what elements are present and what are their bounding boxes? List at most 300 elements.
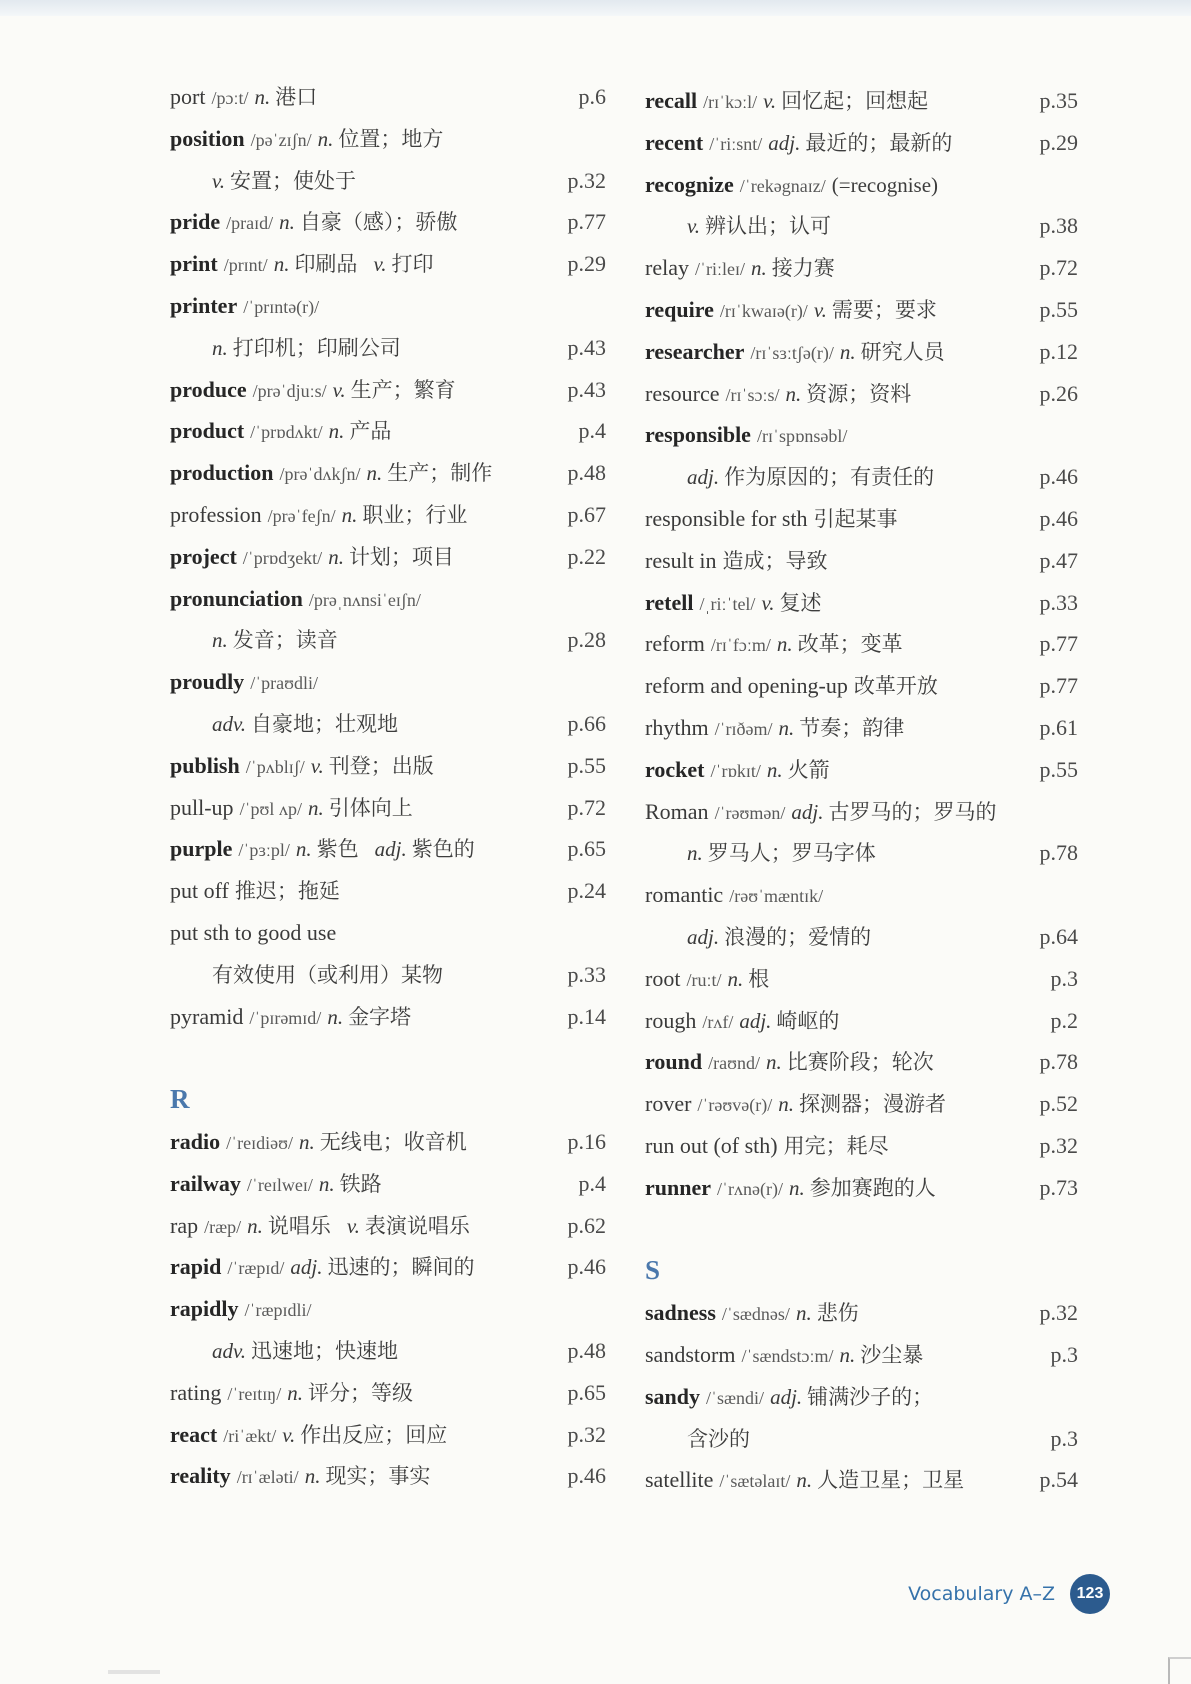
- vocab-entry: [170, 870, 606, 912]
- part-of-speech: n.: [778, 1092, 795, 1117]
- headword: runner: [645, 1174, 711, 1200]
- page-ref: p.46: [567, 1254, 606, 1280]
- vocab-entry: [170, 118, 606, 160]
- headword: rhythm: [645, 714, 709, 740]
- definition: 计划；项目: [348, 544, 454, 569]
- sense: [212, 1338, 398, 1363]
- vocab-entry: [645, 540, 1078, 582]
- sense: [319, 1171, 382, 1196]
- section-letter: R: [170, 1084, 190, 1115]
- page-ref: p.28: [567, 627, 606, 653]
- sense: [308, 795, 413, 820]
- definition: 发音；读音: [232, 628, 338, 653]
- definition: 参加赛跑的人: [809, 1175, 936, 1200]
- sense: [347, 1213, 470, 1238]
- sense: [373, 251, 433, 276]
- definition: 需要；要求: [831, 297, 937, 322]
- headword: proudly: [170, 669, 245, 695]
- vocab-entry: [170, 996, 606, 1038]
- headword: produce: [170, 376, 247, 402]
- headword: pull-up: [170, 794, 234, 820]
- page-ref: p.54: [1039, 1467, 1078, 1493]
- page-ref: p.43: [567, 334, 606, 360]
- part-of-speech: v.: [212, 168, 226, 193]
- sense: [770, 1384, 933, 1409]
- part-of-speech: n.: [304, 1464, 321, 1489]
- sense: [282, 1422, 447, 1447]
- blank-row: [645, 1209, 1078, 1251]
- phonetic: /ˈsændi/: [706, 1387, 765, 1408]
- vocab-entry: [645, 122, 1078, 164]
- vocab-entry: [170, 1414, 606, 1456]
- sense: [290, 1254, 474, 1279]
- headword: pyramid: [170, 1003, 244, 1029]
- vocab-entry: [645, 1292, 1078, 1334]
- sense: [279, 209, 457, 234]
- page-ref: p.3: [1050, 1341, 1078, 1367]
- definition: 铁路: [339, 1171, 382, 1196]
- part-of-speech: n.: [366, 461, 383, 486]
- definition: 回忆起；回想起: [781, 89, 929, 113]
- sense: [839, 1342, 923, 1367]
- phonetic: /pəˈzɪʃn/: [250, 129, 312, 150]
- page-ref: p.65: [567, 836, 606, 862]
- sense: [796, 1300, 859, 1325]
- page-ref: p.14: [567, 1003, 606, 1029]
- sense: [832, 172, 938, 197]
- part-of-speech: n.: [765, 1050, 782, 1075]
- part-of-speech: v.: [282, 1422, 296, 1447]
- definition: 罗马人；罗马字体: [707, 841, 876, 866]
- definition: 用完；耗尽: [783, 1133, 889, 1158]
- part-of-speech: n.: [318, 1171, 335, 1196]
- section-footer-label: Vocabulary A–Z: [908, 1583, 1055, 1605]
- definition: 浪漫的；爱情的: [724, 924, 872, 949]
- sense: [254, 84, 317, 109]
- headword: round: [645, 1049, 703, 1075]
- sense: [247, 1213, 331, 1238]
- phonetic: /ˈpʊl ʌp/: [239, 798, 302, 819]
- definition: 评分；等级: [307, 1380, 413, 1405]
- sense: [687, 213, 831, 238]
- headword: recall: [645, 88, 698, 113]
- headword: rapid: [170, 1254, 222, 1280]
- sense: [311, 753, 434, 778]
- phonetic: /rɪˈsɔːs/: [725, 384, 780, 405]
- definition: 港口: [275, 85, 318, 109]
- page-ref: p.55: [1039, 756, 1078, 782]
- part-of-speech: n.: [785, 381, 802, 406]
- part-of-speech: adj.: [374, 837, 407, 862]
- headword: radio: [170, 1128, 221, 1154]
- definition: 表演说唱乐: [364, 1213, 470, 1238]
- phonetic: /ˈrəʊmən/: [714, 802, 786, 823]
- part-of-speech: n.: [287, 1380, 303, 1405]
- page-ref: p.3: [1050, 965, 1078, 991]
- part-of-speech: v.: [813, 297, 827, 322]
- sense: [778, 1091, 946, 1116]
- vocab-entry: [645, 958, 1078, 1000]
- phonetic: /prəˈfeʃn/: [267, 505, 336, 526]
- page-ref: p.73: [1039, 1174, 1078, 1200]
- headword: resource: [645, 380, 720, 406]
- definition: 产品: [349, 419, 392, 444]
- part-of-speech: n.: [788, 1175, 805, 1200]
- phonetic: /ˈræpɪd/: [227, 1258, 285, 1279]
- phonetic: /ˈreɪlweɪ/: [246, 1174, 313, 1195]
- part-of-speech: adv.: [212, 711, 247, 736]
- definition: 刊登；出版: [328, 753, 434, 778]
- part-of-speech: n.: [298, 1129, 315, 1154]
- vocab-entry: [170, 1205, 606, 1247]
- phonetic: /rʌf/: [702, 1011, 734, 1032]
- vocab-entry: [170, 787, 606, 829]
- headword: sandstorm: [645, 1341, 736, 1367]
- sense: [727, 966, 769, 991]
- headword: recent: [645, 129, 704, 155]
- page-ref: p.26: [1039, 380, 1078, 406]
- page-ref: p.4: [578, 1170, 606, 1196]
- part-of-speech: v.: [761, 590, 775, 615]
- vocab-entry: [170, 494, 606, 536]
- page-ref: p.72: [567, 794, 606, 820]
- headword: reform and opening-up: [645, 673, 848, 699]
- vocab-entry: [645, 623, 1078, 665]
- headword: satellite: [645, 1467, 714, 1493]
- entry-continuation: [170, 703, 606, 745]
- phonetic: /ˈrʌnə(r)/: [717, 1178, 783, 1199]
- top-decorative-band: [0, 0, 1191, 16]
- page-ref: p.77: [1039, 673, 1078, 699]
- headword: put sth to good use: [170, 919, 337, 945]
- vocab-entry: [170, 1163, 606, 1205]
- headword: recognize: [645, 171, 734, 197]
- vocab-entry: [645, 791, 1078, 833]
- headword: romantic: [645, 882, 724, 908]
- page-ref: p.78: [1039, 840, 1078, 866]
- definition: 紫色: [316, 837, 359, 862]
- sense: [687, 840, 876, 865]
- phonetic: /rəʊˈmæntɪk/: [729, 886, 824, 907]
- phonetic: /prəˌnʌnsiˈeɪʃn/: [308, 589, 421, 610]
- page-ref: p.62: [567, 1212, 606, 1238]
- page-ref: p.72: [1039, 255, 1078, 281]
- vocab-entry: [645, 164, 1078, 206]
- phonetic: /ˈrekəgnaɪz/: [739, 175, 826, 196]
- blank-row: [170, 1037, 606, 1079]
- vocab-entry: [645, 373, 1078, 415]
- definition: 推迟；拖延: [234, 879, 340, 904]
- vocab-entry: [645, 665, 1078, 707]
- part-of-speech: n.: [796, 1468, 813, 1493]
- vocab-entry: [170, 745, 606, 787]
- vocab-entry: [645, 1083, 1078, 1125]
- part-of-speech: adj.: [770, 1384, 803, 1409]
- sense: [235, 878, 340, 903]
- part-of-speech: n.: [317, 126, 334, 151]
- vocab-entry: [170, 828, 606, 870]
- vocab-entry: [645, 498, 1078, 540]
- page-ref: p.77: [567, 209, 606, 235]
- definition: 节奏；韵律: [799, 715, 905, 740]
- headword: printer: [170, 292, 238, 318]
- definition: 金字塔: [348, 1004, 412, 1029]
- sense: [333, 377, 456, 402]
- definition: 复述: [779, 590, 822, 615]
- page-ref: p.52: [1039, 1091, 1078, 1117]
- headword: pronunciation: [170, 585, 303, 611]
- vocab-entry: [170, 912, 606, 954]
- phonetic: /prɪnt/: [223, 255, 268, 276]
- page-ref: p.32: [567, 1421, 606, 1447]
- vocab-entry: [645, 1167, 1078, 1209]
- part-of-speech: adj.: [290, 1255, 323, 1280]
- definition: 作为原因的；有责任的: [724, 465, 935, 490]
- definition: 资源；资料: [806, 381, 912, 406]
- sense: [766, 1049, 934, 1074]
- part-of-speech: v.: [332, 377, 346, 402]
- page-ref: p.43: [567, 376, 606, 402]
- sense: [687, 1426, 750, 1451]
- scan-artifact: [108, 1670, 160, 1674]
- sense: [761, 590, 821, 615]
- definition: 火箭: [787, 757, 830, 782]
- part-of-speech: n.: [778, 715, 795, 740]
- phonetic: /ˈprɪntə(r)/: [243, 296, 320, 317]
- headword: react: [170, 1421, 218, 1447]
- definition: 古罗马的；罗马的: [828, 799, 997, 824]
- definition: 现实；事实: [325, 1464, 431, 1489]
- definition: 引体向上: [328, 795, 413, 820]
- vocab-entry: [645, 707, 1078, 749]
- page-ref: p.29: [567, 251, 606, 277]
- part-of-speech: n.: [687, 841, 703, 866]
- part-of-speech: adv.: [212, 1338, 247, 1363]
- sense: [212, 711, 398, 736]
- headword: reality: [170, 1463, 231, 1489]
- sense: [318, 126, 444, 151]
- phonetic: /rɪˈkɔːl/: [703, 92, 758, 112]
- page-ref: p.47: [1039, 547, 1078, 573]
- phonetic: /ˈsædnəs/: [721, 1304, 790, 1325]
- definition: 含沙的: [687, 1426, 750, 1451]
- vocab-entry: [170, 661, 606, 703]
- vocab-entry: [170, 452, 606, 494]
- part-of-speech: n.: [328, 419, 345, 444]
- sense: [299, 1129, 467, 1154]
- vocab-entry: [170, 285, 606, 327]
- vocab-entry: [645, 247, 1078, 289]
- part-of-speech: n.: [795, 1301, 812, 1326]
- page-ref: p.32: [1039, 1132, 1078, 1158]
- entry-continuation: [170, 954, 606, 996]
- vocab-entry: [170, 410, 606, 452]
- vocab-entry: [645, 414, 1078, 456]
- page-ref: p.24: [567, 878, 606, 904]
- phonetic: /ˈreɪtɪŋ/: [227, 1383, 282, 1404]
- sense: [791, 799, 996, 824]
- sense: [777, 631, 903, 656]
- definition: 引起某事: [813, 506, 898, 531]
- headword: position: [170, 125, 245, 151]
- part-of-speech: v.: [346, 1213, 360, 1238]
- sense: [779, 715, 905, 740]
- vocab-entry: [645, 1459, 1078, 1501]
- part-of-speech: n.: [212, 335, 228, 360]
- phonetic: /pɔːt/: [211, 88, 249, 108]
- definition: 比赛阶段；轮次: [786, 1050, 934, 1075]
- phonetic: /ˈpɪrəmɪd/: [249, 1007, 322, 1028]
- phonetic: /ˈreɪdiəʊ/: [226, 1132, 293, 1153]
- page-ref: p.6: [578, 84, 606, 109]
- vocab-entry: [170, 369, 606, 411]
- page-ref: p.2: [1050, 1007, 1078, 1033]
- definition: 崎岖的: [776, 1008, 840, 1033]
- sense: [327, 1004, 411, 1029]
- sense: [305, 1463, 431, 1488]
- definition: 安置；使处于: [230, 168, 357, 193]
- headword: rover: [645, 1091, 692, 1117]
- part-of-speech: n.: [273, 252, 290, 277]
- headword: publish: [170, 752, 240, 778]
- section-letter: S: [645, 1255, 661, 1286]
- sense: [212, 335, 401, 360]
- page-ref: p.66: [567, 710, 606, 736]
- sense: [342, 502, 468, 527]
- entry-continuation: [645, 456, 1078, 498]
- page-ref: p.65: [567, 1379, 606, 1405]
- vocab-entry: [645, 749, 1078, 791]
- vocabulary-column-left: [170, 76, 606, 1497]
- sense: [287, 1380, 413, 1405]
- sense: [751, 255, 835, 280]
- definition: (=recognise): [831, 172, 939, 197]
- phonetic: /ˈriːleɪ/: [694, 259, 745, 280]
- page-ref: p.48: [567, 1337, 606, 1363]
- part-of-speech: n.: [839, 339, 856, 364]
- part-of-speech: n.: [727, 966, 744, 991]
- headword: port: [170, 84, 206, 109]
- sense: [768, 130, 952, 155]
- definition: 悲伤: [816, 1301, 859, 1326]
- definition: 人造卫星；卫星: [817, 1468, 965, 1493]
- entry-continuation: [170, 1330, 606, 1372]
- page-ref: p.33: [1039, 589, 1078, 615]
- phonetic: /ˈriːsnt/: [709, 133, 763, 154]
- part-of-speech: n.: [254, 85, 271, 109]
- definition: 紫色的: [411, 837, 475, 862]
- phonetic: /ˈprɒdʌkt/: [250, 422, 323, 443]
- page-ref: p.48: [567, 460, 606, 486]
- phonetic: /rɪˈsɜːtʃə(r)/: [750, 342, 834, 363]
- headword: rough: [645, 1007, 697, 1033]
- definition: 研究人员: [860, 339, 945, 364]
- sense: [212, 962, 443, 987]
- definition: 自豪地；壮观地: [251, 711, 399, 736]
- definition: 有效使用（或利用）某物: [212, 962, 443, 987]
- headword: railway: [170, 1170, 241, 1196]
- sense: [723, 548, 828, 573]
- part-of-speech: v.: [373, 252, 387, 277]
- phonetic: /ˈrɪðəm/: [714, 718, 773, 739]
- phonetic: /rɪˈæləti/: [236, 1467, 299, 1488]
- phonetic: /ˌriːˈtel/: [699, 593, 756, 614]
- phonetic: /ˈræpɪdli/: [244, 1300, 312, 1321]
- definition: 位置；地方: [338, 126, 444, 151]
- sense: [687, 924, 871, 949]
- page-ref: p.77: [1039, 631, 1078, 657]
- part-of-speech: n.: [279, 210, 295, 235]
- definition: 铺满沙子的；: [807, 1384, 934, 1409]
- vocab-entry: [170, 201, 606, 243]
- sense: [687, 464, 934, 489]
- headword: production: [170, 460, 274, 486]
- sense: [739, 1008, 839, 1033]
- page-ref: p.46: [1039, 464, 1078, 490]
- headword: rocket: [645, 756, 705, 782]
- page-ref: p.78: [1039, 1049, 1078, 1075]
- vocab-entry: [170, 1372, 606, 1414]
- phonetic: /riˈækt/: [223, 1425, 277, 1446]
- part-of-speech: n.: [341, 502, 358, 527]
- part-of-speech: n.: [839, 1342, 856, 1367]
- phonetic: /ˈrɒkɪt/: [710, 760, 761, 781]
- sense: [789, 1175, 936, 1200]
- page-ref: p.4: [578, 418, 606, 444]
- page-ref: p.64: [1039, 923, 1078, 949]
- vocab-entry: [645, 874, 1078, 916]
- definition: 最近的；最新的: [805, 130, 953, 155]
- page-ref: p.16: [567, 1128, 606, 1154]
- vocab-entry: [170, 1288, 606, 1330]
- phonetic: /praɪd/: [226, 213, 274, 234]
- vocab-entry: [645, 1334, 1078, 1376]
- vocab-entry: [645, 1000, 1078, 1042]
- sense: [854, 673, 938, 698]
- definition: 改革；变革: [797, 632, 903, 657]
- headword: run out (of sth): [645, 1132, 778, 1158]
- headword: sandy: [645, 1383, 701, 1409]
- sense: [274, 251, 358, 276]
- part-of-speech: n.: [307, 795, 324, 820]
- sense: [375, 836, 475, 861]
- entry-continuation: [645, 205, 1078, 247]
- page-ref: p.33: [567, 961, 606, 987]
- sense: [329, 418, 392, 443]
- page-ref: p.32: [567, 167, 606, 193]
- definition: 打印机；印刷公司: [232, 335, 401, 360]
- entry-continuation: [170, 619, 606, 661]
- definition: 根: [748, 966, 770, 991]
- headword: pride: [170, 209, 221, 235]
- part-of-speech: n.: [328, 544, 344, 569]
- definition: 迅速地；快速地: [251, 1338, 399, 1363]
- phonetic: /rɪˈspɒnsəbl/: [756, 426, 848, 447]
- phonetic: /prəˈdʌkʃn/: [279, 464, 361, 485]
- part-of-speech: v.: [687, 214, 701, 239]
- part-of-speech: adj.: [768, 130, 801, 155]
- page-ref: p.61: [1039, 714, 1078, 740]
- page-ref: p.22: [567, 543, 606, 569]
- vocab-entry: [645, 80, 1078, 122]
- vocab-entry: [645, 1041, 1078, 1083]
- sense: [212, 168, 356, 193]
- headword: root: [645, 965, 681, 991]
- sense: [367, 460, 493, 485]
- phonetic: /ˈpraʊdli/: [250, 673, 319, 694]
- headword: print: [170, 251, 218, 277]
- vocab-entry: [170, 1121, 606, 1163]
